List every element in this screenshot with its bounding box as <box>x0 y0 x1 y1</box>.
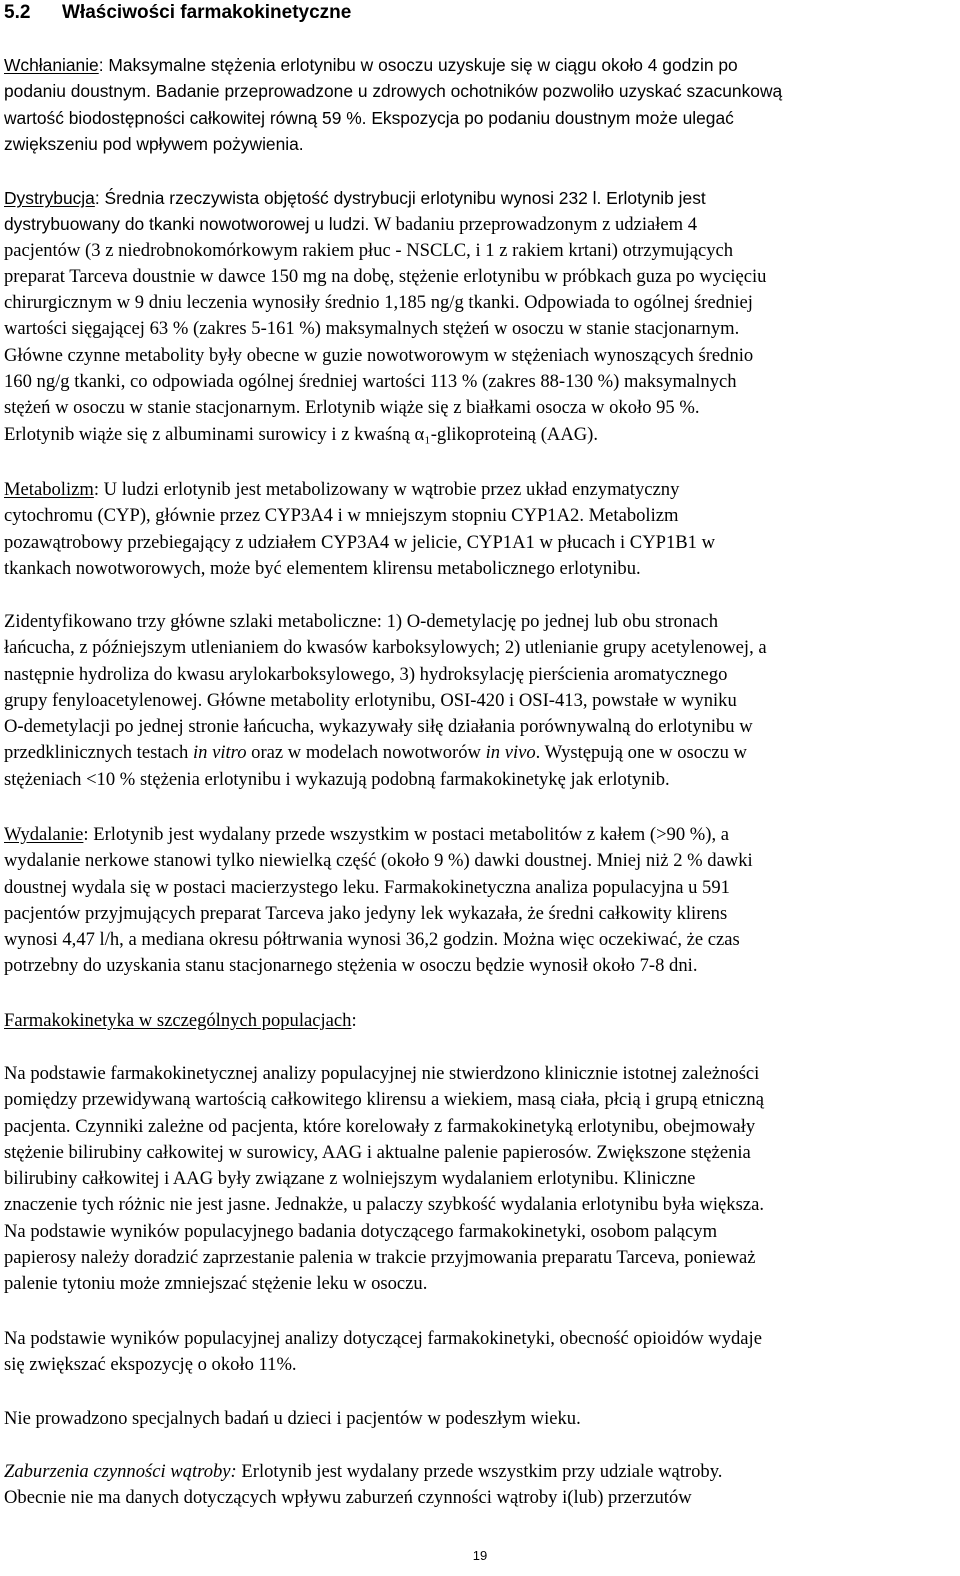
paragraph-dystrybucja: Dystrybucja: Średnia rzeczywista objętość dystrybucji erlotynibu wynosi 232 l. Erlotynib jest dystrybuowany do tkanki nowotworowej u ludzi. W badaniu przeprowadzonym z udziałem 4 pacjentów (3 z niedrobnokomórkowym rakiem płuc - NSCLC, i 1 z rakiem krtani) otrzymujących preparat Tarceva doustnie w dawce 150 mg na dobę, stężenie erlotynibu w próbkach guza po wycięciu chirurgicznym w 9 dniu leczenia wynosiły średnio 1,185 ng/g tkanki. Odpowiada to ogólnej średniej wartości sięgającej 63 % (zakres 5-161 %) maksymalnych stężeń w osoczu w stanie stacjonarnym. Główne czynne metabolity były obecne w guzie nowotworowym w stężeniach wynoszących średnio 160 ng/g tkanki, co odpowiada ogólnej średniej wartości 113 % (zakres 88-130 %) maksymalnych stężeń w osoczu w stanie stacjonarnym. Erlotynib wiąże się z białkami osocza w około 95 %. Erlotynib wiąże się z albuminami surowicy i z kwaśną α₁-glikoproteiną (AAG). <box>4 188 767 445</box>
subheading-populacje: Farmakokinetyka w szczególnych populacjach: <box>4 1010 357 1031</box>
paragraph-analiza-populacyjna: Na podstawie farmakokinetycznej analizy populacyjnej nie stwierdzono klinicznie istotnej zależności pomiędzy przewidywaną wartością całkowitego klirensu a wiekiem, masą ciała, płcią i grupą etniczną pacjenta. Czynniki zależne od pacjenta, które korelowały z farmakokinetyką erlotynibu, obejmowały stężenie bilirubiny całkowitej w surowicy, AAG i aktualne palenie papierosów. Zwiększone stężenia bilirubiny całkowitej i AAG były związane z wolniejszym wydalaniem erlotynibu. Kliniczne znaczenie tych różnic nie jest jasne. Jednakże, u palaczy szybkość wydalania erlotynibu była większa. Na podstawie wyników populacyjnego badania dotyczącego farmakokinetyki, osobom palącym papierosy należy doradzić zaprzestanie palenia w trakcie przyjmowania preparatu Tarceva, ponieważ palenie tytoniu może zmniejszać stężenie leku w osoczu. <box>4 1063 764 1295</box>
paragraph-opioidy: Na podstawie wyników populacyjnej analizy dotyczącej farmakokinetyki, obecność opioidów wydaje się zwiększać ekspozycję o około 11%. <box>4 1328 762 1376</box>
section-title: Właściwości farmakokinetyczne <box>62 2 352 23</box>
dystrybucja-line-2-rest: W badaniu przeprowadzonym z udziałem 4 <box>369 214 698 236</box>
page-number: 19 <box>472 1548 488 1563</box>
paragraph-wydalanie: Wydalanie: Erlotynib jest wydalany przede wszystkim w postaci metabolitów z kałem (>90 %), a wydalanie nerkowe stanowi tylko niewielką część (około 9 %) dawki doustnej. Mniej niż 2 % dawki doustnej wydala się w postaci macierzystego leku. Farmakokinetyczna analiza populacyjna u 591 pacjentów przyjmujących preparat Tarceva jako jedyny lek wykazała, że średni całkowity klirens wynosi 4,47 l/h, a mediana okresu półtrwania wynosi 36,2 godzin. Można więc oczekiwać, że czas potrzebny do uzyskania stanu stacjonarnego stężenia w osoczu będzie wynosił około 7-8 dni. <box>4 824 753 977</box>
paragraph-szlaki-metaboliczne: Zidentyfikowano trzy główne szlaki metaboliczne: 1) O-demetylację po jednej lub obu stronach łańcucha, z późniejszym utlenianiem do kwasów karboksylowych; 2) utlenianie grupy acetylenowej, a następnie hydroliza do kwasu arylokarboksylowego, 3) hydroksylację pierścienia aromatycznego grupy fenyloacetylenowej. Główne metabolity erlotynibu, OSI-420 i OSI-413, powstałe w wyniku O-demetylacji po jednej stronie łańcucha, wykazywały siłę działania porównywalną do erlotynibu w przedklinicznych testach in vitro oraz w modelach nowotworów in vivo. Występują one w osoczu w stężeniach <10 % stężenia erlotynibu i wykazują podobną farmakokinetykę jak erlotynib. <box>4 611 767 790</box>
term-populacje: Farmakokinetyka w szczególnych populacjach <box>4 1010 352 1031</box>
term-wydalanie: Wydalanie <box>4 824 84 845</box>
paragraph-watroba: Zaburzenia czynności wątroby: Erlotynib jest wydalany przede wszystkim przy udziale wątroby. Obecnie nie ma danych dotyczących wpływu zaburzeń czynności wątroby i(lub) przerzutów <box>4 1461 723 1509</box>
paragraph-wchlanianie: Wchłanianie: Maksymalne stężenia erlotynibu w osoczu uzyskuje się w ciągu około 4 godzin po podaniu doustnym. Badanie przeprowadzone u zdrowych ochotników pozwoliło uzyskać szacunkową wartość biodostępności całkowitej równą 59 %. Ekspozycja po podaniu doustnym może ulegać zwiększeniu pod wpływem pożywienia. <box>4 55 783 154</box>
section-heading <box>4 0 954 26</box>
term-metabolizm: Metabolizm <box>4 479 94 500</box>
term-wchlanianie: Wchłanianie <box>4 55 99 75</box>
term-watroba: Zaburzenia czynności wątroby: <box>4 1461 237 1482</box>
paragraph-metabolizm: Metabolizm: U ludzi erlotynib jest metabolizowany w wątrobie przez układ enzymatyczny cytochromu (CYP), głównie przez CYP3A4 i w mniejszym stopniu CYP1A2. Metabolizm pozawątrobowy przebiegający z udziałem CYP3A4 w jelicie, CYP1A1 w płucach i CYP1B1 w tkankach nowotworowych, może być elementem klirensu metabolicznego erlotynibu. <box>4 479 716 579</box>
section-number: 5.2 <box>4 2 31 23</box>
paragraph-dzieci: Nie prowadzono specjalnych badań u dzieci i pacjentów w podeszłym wieku. <box>4 1408 581 1429</box>
term-dystrybucja: Dystrybucja <box>4 188 95 208</box>
